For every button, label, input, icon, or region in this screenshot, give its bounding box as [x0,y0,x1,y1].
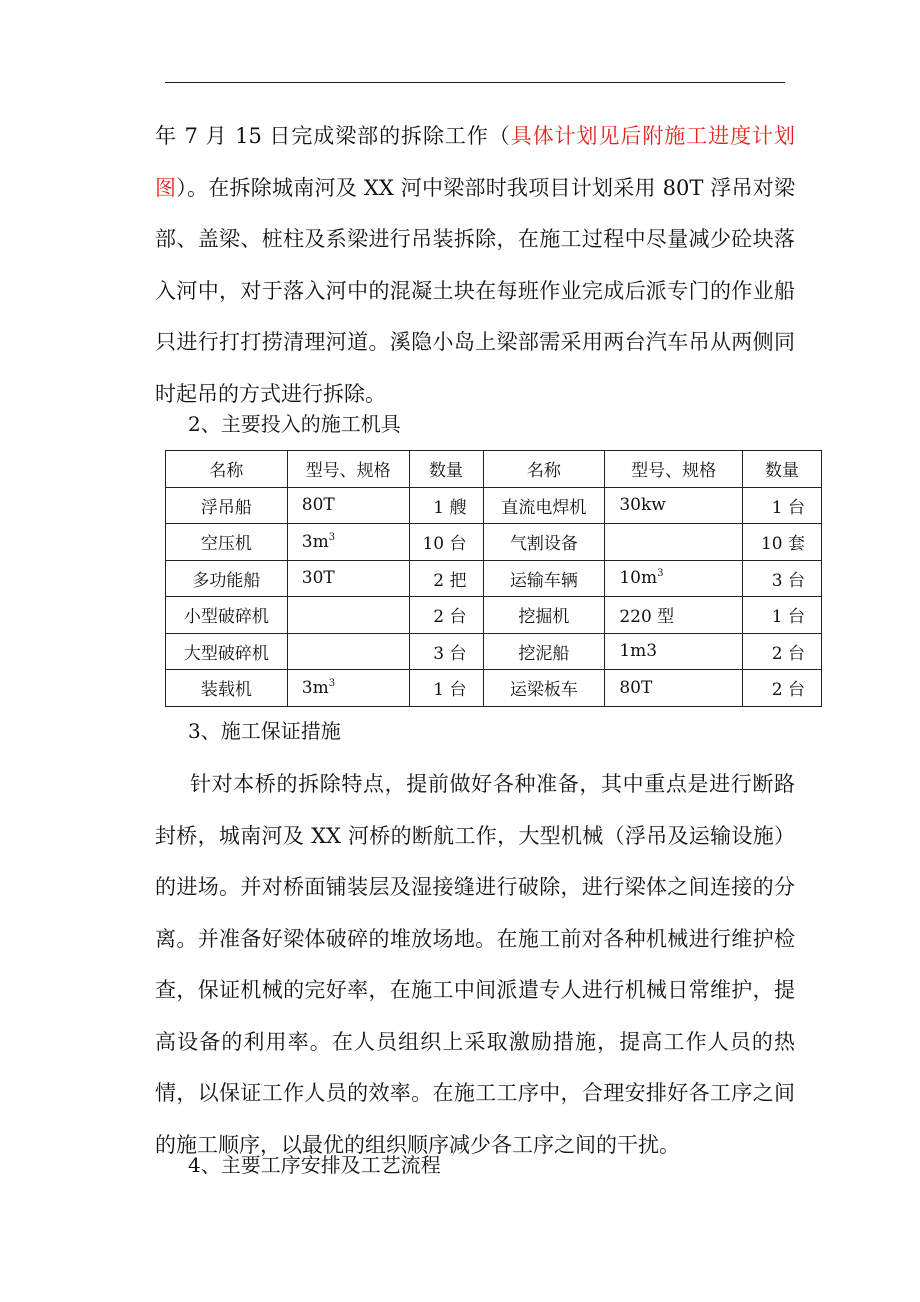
table-row [166,597,822,634]
equipment-quantity-cell [743,633,822,670]
equipment-quantity-cell [409,487,483,524]
equipment-quantity-cell [409,524,483,561]
equipment-table [165,450,822,707]
equipment-spec-cell [287,487,409,524]
table-row [166,560,822,597]
paragraph-demolition-plan [155,111,795,420]
cell-text: 1 台 [771,497,805,518]
cell-text: 3 台 [433,643,467,664]
equipment-name-cell [483,633,605,670]
cell-text: 运梁板车 [509,680,578,701]
cell-text: 直流电焊机 [501,497,587,518]
cell-text: 2 台 [771,680,805,701]
equipment-name-cell [166,597,288,634]
cell-text: 运输车辆 [509,570,578,591]
table-header-cell: 名称 [483,451,605,488]
cell-text: 220 型 [619,607,675,628]
cell-text: 1m3 [619,641,658,662]
cell-text: 10m [619,568,658,589]
equipment-quantity-cell [409,560,483,597]
cell-text: 10 套 [760,534,805,555]
equipment-spec-cell [605,524,743,561]
cell-text: 30T [301,568,335,589]
cell-text: 30kw [619,495,666,516]
equipment-name-cell [483,560,605,597]
cell-text: 装载机 [200,680,252,701]
cell-text: 3 台 [771,570,805,591]
equipment-spec-cell [605,597,743,634]
cell-text: 空压机 [200,534,252,555]
equipment-name-cell [166,524,288,561]
section-heading-measures: 3、施工保证措施 [188,719,341,743]
cell-text: 气割设备 [509,534,578,555]
equipment-quantity-cell [743,487,822,524]
cell-text: 2 台 [771,643,805,664]
equipment-spec-cell [605,487,743,524]
cell-text: 3m [301,677,329,698]
equipment-quantity-cell [743,670,822,707]
equipment-spec-cell [287,597,409,634]
equipment-name-cell [483,670,605,707]
schedule-reference-highlight: 具体计划见后附施工进度计划图 [155,124,795,200]
cell-text: 浮吊船 [200,497,252,518]
paragraph-text-rest: ）。在拆除城南河及 XX 河中梁部时我项目计划采用 80T 浮吊对梁部、盖梁、桩柱及系梁进行吊装拆除，在施工过程中尽量减少砼块落入河中，对于落入河中的混凝土块在每班作业完成后派专门的作业船只进行打打捞清理河道。溪隐小岛上梁部需采用两台汽车吊从两侧同时起吊的方式进行拆除。 [155,175,796,406]
paragraph-text-start: 年 7 月 15 日完成梁部的拆除工作（ [155,124,511,148]
unit-superscript: 3 [328,677,336,689]
equipment-name-cell [166,633,288,670]
table-header-cell: 型号、规格 [287,451,409,488]
cell-text: 3m [301,531,329,552]
unit-superscript: 3 [657,568,664,580]
equipment-name-cell [166,670,288,707]
cell-text: 多功能船 [192,570,261,591]
equipment-spec-cell [605,560,743,597]
table-row [166,524,822,561]
equipment-quantity-cell [409,597,483,634]
equipment-spec-cell [287,633,409,670]
equipment-quantity-cell [743,597,822,634]
table-row [166,633,822,670]
cell-text: 2 把 [433,570,467,591]
equipment-quantity-cell [743,524,822,561]
cell-text: 80T [619,677,653,698]
equipment-quantity-cell [409,670,483,707]
table-row [166,487,822,524]
cell-text: 小型破碎机 [183,607,269,628]
cell-text: 1 台 [771,607,805,628]
table-header-cell: 数量 [743,451,822,488]
equipment-spec-cell [287,560,409,597]
cell-text: 2 台 [433,607,467,628]
cell-text: 10 台 [422,534,467,555]
table-header-cell: 名称 [166,451,288,488]
equipment-name-cell [483,597,605,634]
equipment-name-cell [166,487,288,524]
cell-text: 挖掘机 [518,607,570,628]
cell-text: 挖泥船 [518,643,570,664]
equipment-spec-cell [605,670,743,707]
section-heading-equipment: 2、主要投入的施工机具 [188,412,401,436]
cell-text: 1 台 [433,680,467,701]
equipment-name-cell [483,524,605,561]
section-heading-process: 4、主要工序安排及工艺流程 [188,1153,441,1177]
equipment-name-cell [166,560,288,597]
paragraph-measures: 针对本桥的拆除特点，提前做好各种准备，其中重点是进行断路封桥，城南河及 XX 河桥的断航工作，大型机械（浮吊及运输设施）的进场。并对桥面铺装层及湿接缝进行破除，进行梁体之间连接的分离。并准备好梁体破碎的堆放场地。在施工前对各种机械进行维护检查，保证机械的完好率，在施工中间派遣专人进行机械日常维护，提高设备的利用率。在人员组织上采取激励措施，提高工作人员的热情，以保证工作人员的效率。在施工工序中，合理安排好各工序之间的施工顺序，以最优的组织顺序减少各工序之间的干扰。 [155,772,795,1157]
equipment-quantity-cell [409,633,483,670]
header-rule [165,82,785,83]
unit-superscript: 3 [328,531,336,543]
table-header-row [166,451,822,488]
equipment-spec-cell [605,633,743,670]
cell-text: 1 艘 [433,497,467,518]
equipment-spec-cell [287,670,409,707]
equipment-quantity-cell [743,560,822,597]
cell-text: 80T [301,495,335,516]
table-header-cell: 型号、规格 [605,451,743,488]
equipment-spec-cell [287,524,409,561]
table-header-cell: 数量 [409,451,483,488]
equipment-name-cell [483,487,605,524]
table-row [166,670,822,707]
cell-text: 大型破碎机 [183,643,269,664]
